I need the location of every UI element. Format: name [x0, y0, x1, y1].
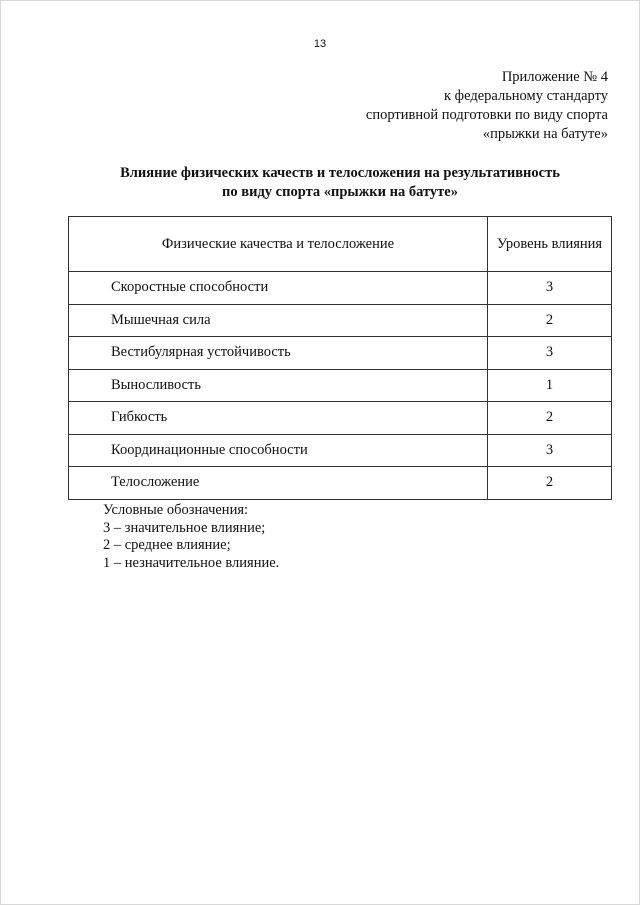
document-title — [0, 164, 640, 202]
quality-cell: Гибкость — [69, 402, 488, 435]
appendix-line: «прыжки на батуте» — [482, 126, 608, 142]
legend-heading: Условные обозначения: — [103, 502, 249, 518]
quality-cell: Вестибулярная устойчивость — [69, 337, 488, 370]
table-row — [69, 272, 612, 305]
table-row — [69, 304, 612, 337]
legend-item: 3 – значительное влияние; — [103, 519, 266, 536]
table-row — [69, 402, 612, 435]
page-number: 13 — [313, 38, 327, 50]
level-cell: 2 — [488, 467, 612, 500]
level-cell: 3 — [488, 272, 612, 305]
quality-cell: Выносливость — [69, 369, 488, 402]
level-cell: 2 — [488, 402, 612, 435]
level-cell: 3 — [488, 337, 612, 370]
table-header-row — [69, 217, 612, 272]
appendix-line: спортивной подготовки по виду спорта — [365, 107, 608, 123]
table-row — [69, 337, 612, 370]
quality-cell: Мышечная сила — [69, 304, 488, 337]
column-header-quality: Физические качества и телосложение — [69, 217, 488, 272]
appendix-header — [366, 68, 608, 144]
appendix-line: Приложение № 4 — [501, 69, 608, 85]
influence-table — [68, 216, 612, 500]
table-row — [69, 369, 612, 402]
quality-cell: Скоростные способности — [69, 272, 488, 305]
level-cell: 2 — [488, 304, 612, 337]
title-line: Влияние физических качеств и телосложения на результативность — [120, 165, 560, 181]
title-line: по виду спорта «прыжки на батуте» — [222, 184, 458, 200]
quality-cell: Координационные способности — [69, 434, 488, 467]
level-cell: 3 — [488, 434, 612, 467]
legend-item: 2 – среднее влияние; — [103, 537, 231, 553]
legend — [103, 502, 279, 572]
legend-item: 1 – незначительное влияние. — [103, 554, 280, 571]
level-cell: 1 — [488, 369, 612, 402]
appendix-line: к федеральному стандарту — [444, 88, 608, 104]
quality-cell: Телосложение — [69, 467, 488, 500]
table-row — [69, 467, 612, 500]
table-row — [69, 434, 612, 467]
column-header-level: Уровень влияния — [488, 217, 612, 272]
